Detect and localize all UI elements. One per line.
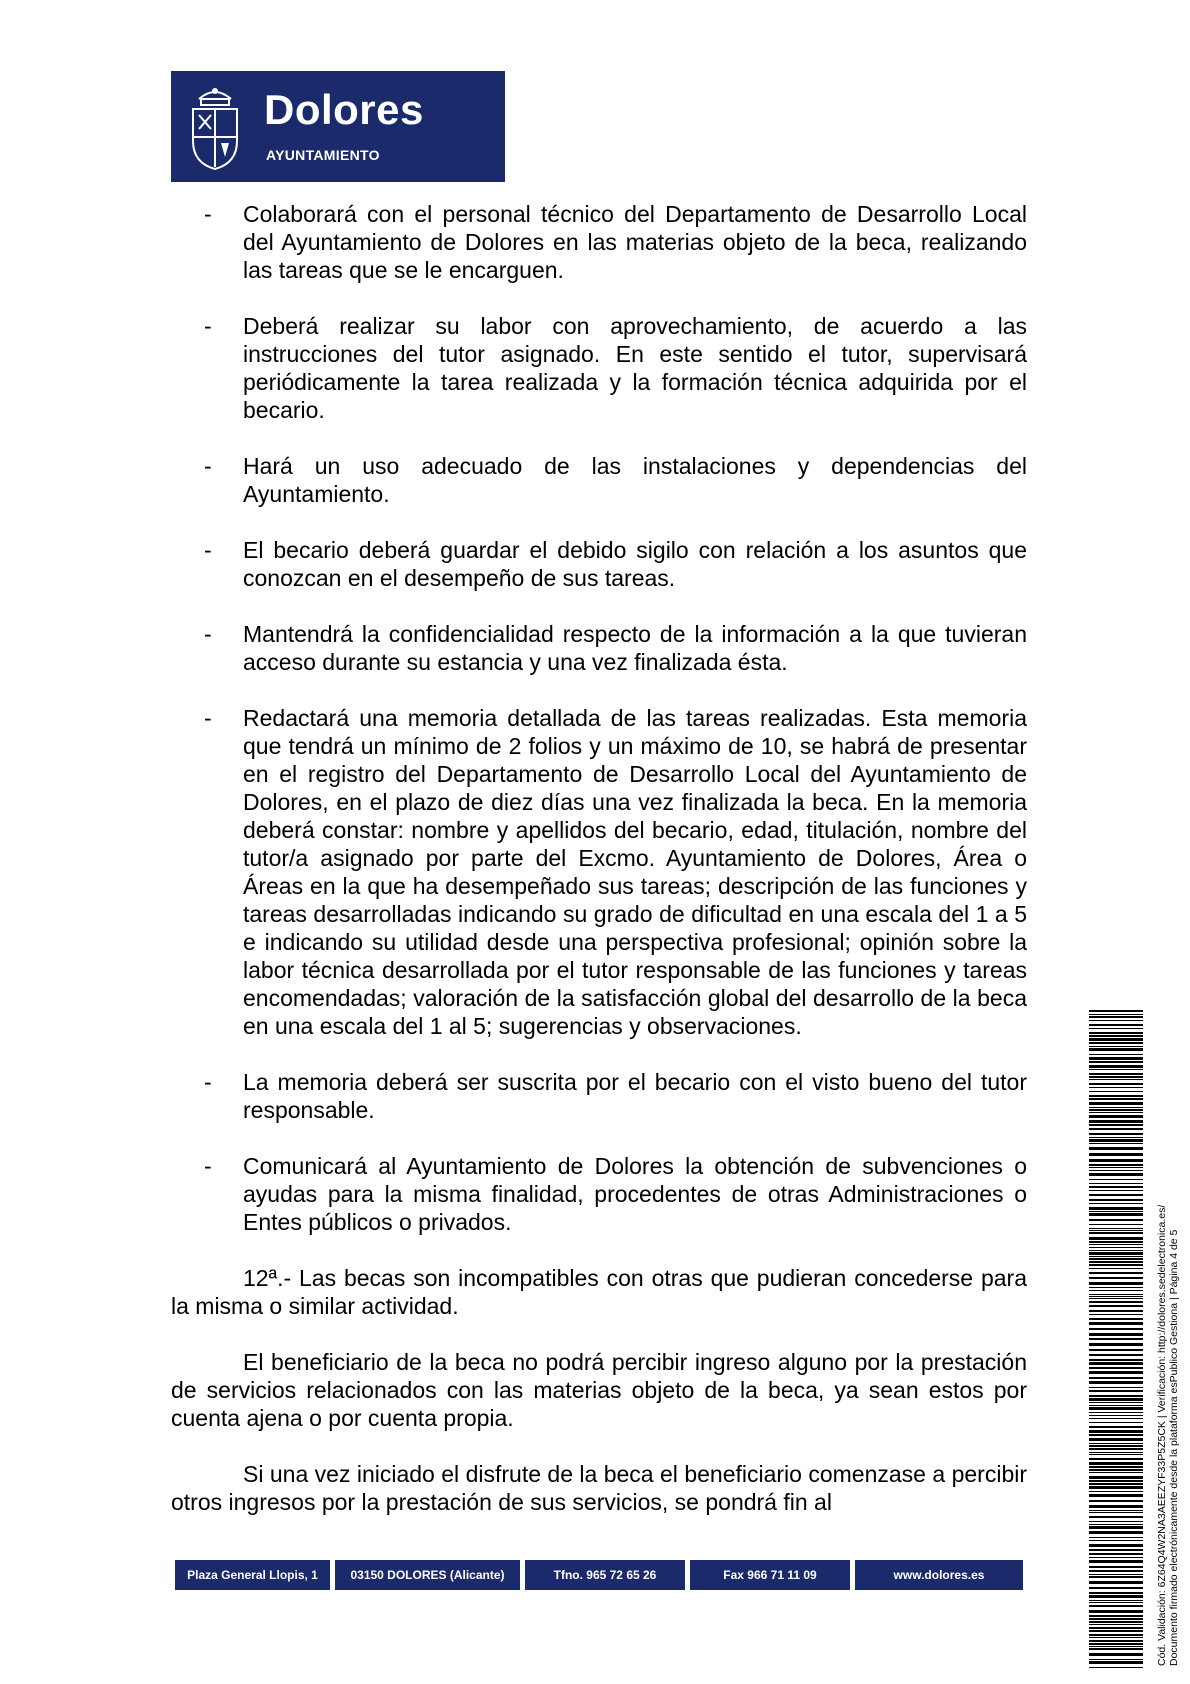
list-item-text: El becario deberá guardar el debido sigilo con relación a los asuntos que conozcan en el desempeño de sus tareas. [243, 537, 1027, 591]
validation-code: Cód. Validación: 6Z64Q4W2NA3AEEZYF33P5Z5CK | Verificación: http://dolores.sedelectronica.es/ [1156, 1204, 1168, 1666]
footer-website[interactable]: www.dolores.es [855, 1560, 1023, 1590]
list-dash: - [204, 705, 212, 731]
list-item [171, 1068, 1027, 1124]
list-item [171, 704, 1027, 1040]
list-item-text: Colaborará con el personal técnico del Departamento de Desarrollo Local del Ayuntamiento de Dolores en las materias objeto de la beca, realizando las tareas que se le encarguen. [243, 201, 1027, 283]
list-item [171, 620, 1027, 676]
list-item [171, 1152, 1027, 1236]
coat-of-arms-icon [185, 79, 245, 173]
list-dash: - [204, 201, 212, 227]
footer-address: Plaza General Llopis, 1 [175, 1560, 330, 1590]
list-item-text: Comunicará al Ayuntamiento de Dolores la obtención de subvenciones o ayudas para la misma finalidad, procedentes de otras Administraciones o Entes públicos o privados. [243, 1153, 1027, 1235]
list-item-text: Hará un uso adecuado de las instalaciones y dependencias del Ayuntamiento. [243, 453, 1027, 507]
body-paragraph: Si una vez iniciado el disfrute de la beca el beneficiario comenzase a percibir otros ingresos por la prestación de sus servicios, se pondrá fin al [171, 1461, 1027, 1515]
list-item-text: La memoria deberá ser suscrita por el becario con el visto bueno del tutor responsable. [243, 1069, 1027, 1123]
list-item [171, 452, 1027, 508]
footer-city: 03150 DOLORES (Alicante) [335, 1560, 520, 1590]
list-item-text: Deberá realizar su labor con aprovechamiento, de acuerdo a las instrucciones del tutor asignado. En este sentido el tutor, supervisará periódicamente la tarea realizada y la formación técnica adquirida por el becario. [243, 313, 1027, 423]
validation-text [1156, 1066, 1180, 1666]
footer-phone: Tfno. 965 72 65 26 [525, 1560, 685, 1590]
list-item-text: Mantendrá la confidencialidad respecto de la información a la que tuvieran acceso durante su estancia y una vez finalizada ésta. [243, 621, 1027, 675]
list-item [171, 312, 1027, 424]
list-dash: - [204, 313, 212, 339]
list-dash: - [204, 1069, 212, 1095]
logo-subtitle: AYUNTAMIENTO [266, 147, 380, 163]
list-dash: - [204, 1153, 212, 1179]
body-paragraph: El beneficiario de la beca no podrá percibir ingreso alguno por la prestación de servicios relacionados con las materias objeto de la beca, ya sean estos por cuenta ajena o por cuenta propia. [171, 1349, 1027, 1431]
list-item [171, 200, 1027, 284]
list-item-text: Redactará una memoria detallada de las tareas realizadas. Esta memoria que tendrá un mínimo de 2 folios y un máximo de 10, se habrá de presentar en el registro del Departamento de Desarrollo Local del Ayuntamiento de Dolores, en el plazo de diez días una vez finalizada la beca. En la memoria deberá constar: nombre y apellidos del becario, edad, titulación, nombre del tutor/a asignado por parte del Excmo. Ayuntamiento de Dolores, Área o Áreas en la que ha desempeñado sus tareas; descripción de las funciones y tareas desarrolladas indicando su grado de dificultad en una escala del 1 a 5 e indicando su utilidad desde una perspectiva profesional; opinión sobre la labor técnica desarrollada por el tutor responsable de las funciones y tareas encomendadas; valoración de la satisfacción global del desarrollo de la beca en una escala del 1 al 5; sugerencias y observaciones. [243, 705, 1027, 1039]
list-item [171, 536, 1027, 592]
footer-fax: Fax 966 71 11 09 [690, 1560, 850, 1590]
list-dash: - [204, 621, 212, 647]
footer-bar [175, 1560, 1023, 1590]
signature-note: Documento firmado electrónicamente desde la plataforma esPublico Gestiona | Página 4 de 5 [1168, 1229, 1180, 1666]
list-dash: - [204, 537, 212, 563]
validation-barcode [1089, 1010, 1143, 1668]
list-dash: - [204, 453, 212, 479]
body-paragraph: 12ª.- Las becas son incompatibles con otras que pudieran concederse para la misma o similar actividad. [171, 1265, 1027, 1319]
document-body [171, 200, 1027, 1516]
ayuntamiento-logo [171, 71, 505, 182]
logo-name: Dolores [264, 86, 424, 133]
